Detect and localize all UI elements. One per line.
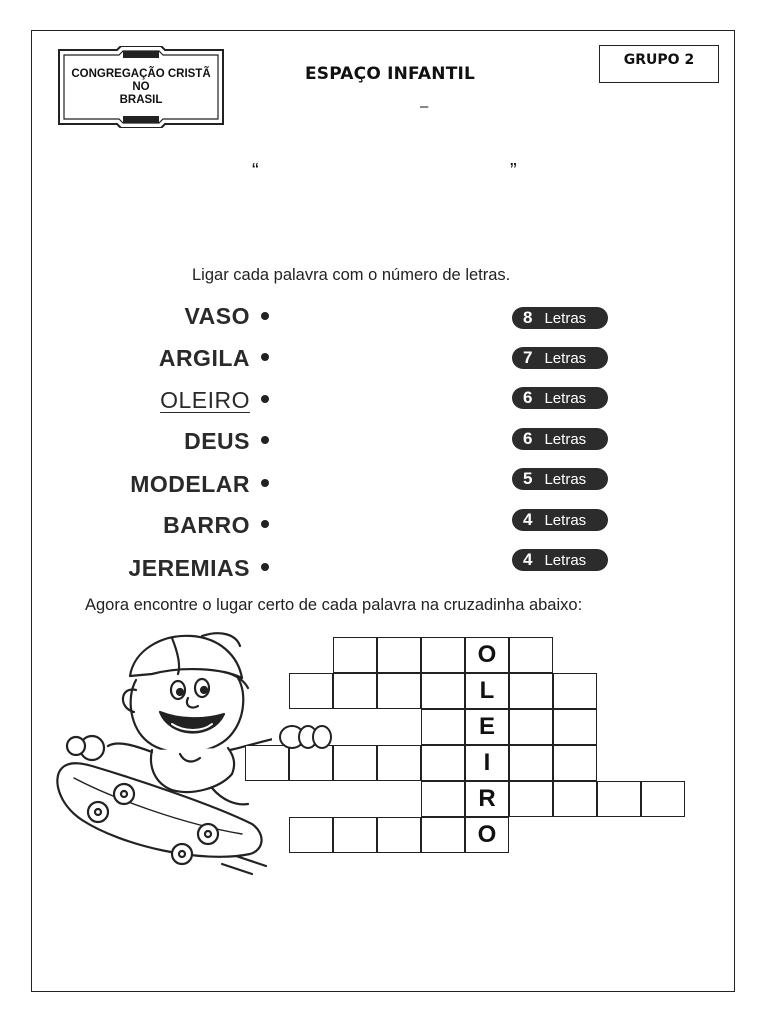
crossword-cell[interactable]	[289, 673, 333, 709]
crossword-cell[interactable]	[333, 745, 377, 781]
crossword-cell[interactable]	[333, 817, 377, 853]
letter-count-label: Letras	[544, 349, 587, 367]
word-argila: ARGILA	[158, 345, 250, 371]
crossword-cell[interactable]	[421, 637, 465, 673]
letter-count-number: 4	[523, 550, 533, 569]
letter-count-number: 6	[523, 388, 533, 407]
letter-count-badge[interactable]	[512, 307, 608, 329]
logo-line-2: NO	[132, 81, 150, 93]
verse-quote-close: ”	[510, 160, 517, 182]
letter-count-badge[interactable]	[512, 387, 608, 409]
group-label: GRUPO 2	[599, 45, 719, 83]
crossword-cell[interactable]	[421, 709, 465, 745]
crossword-cell[interactable]	[421, 673, 465, 709]
letter-count-label: Letras	[544, 309, 587, 327]
crossword-cell[interactable]	[421, 745, 465, 781]
letter-count-badge[interactable]	[512, 468, 608, 490]
letter-count-label: Letras	[544, 551, 587, 569]
crossword-cell[interactable]	[553, 781, 597, 817]
match-dot[interactable]	[261, 353, 269, 361]
crossword-instruction: Agora encontre o lugar certo de cada palavra na cruzadinha abaixo:	[85, 596, 583, 614]
letter-count-badge[interactable]	[512, 347, 608, 369]
crossword-cell[interactable]	[553, 673, 597, 709]
crossword-cell[interactable]	[509, 781, 553, 817]
letter-count-number: 7	[523, 348, 533, 367]
word-jeremias: JEREMIAS	[128, 555, 250, 581]
word-modelar: MODELAR	[130, 471, 250, 497]
crossword-cell[interactable]	[377, 673, 421, 709]
letter-count-label: Letras	[544, 430, 587, 448]
crossword-cell[interactable]	[289, 817, 333, 853]
letter-count-badge[interactable]	[512, 428, 608, 450]
crossword-cell[interactable]	[553, 745, 597, 781]
match-dot[interactable]	[261, 312, 269, 320]
logo-line-1: CONGREGAÇÃO CRISTÃ	[71, 68, 211, 80]
hand-icon	[278, 722, 336, 752]
title-dash: –	[420, 98, 429, 115]
word-barro: BARRO	[163, 512, 250, 538]
crossword-cell[interactable]	[509, 709, 553, 745]
crossword-cell[interactable]: O	[465, 637, 509, 673]
crossword-cell[interactable]	[509, 745, 553, 781]
crossword-cell[interactable]: L	[465, 673, 509, 709]
crossword-cell[interactable]	[509, 637, 553, 673]
crossword-cell[interactable]	[333, 673, 377, 709]
crossword-cell[interactable]	[377, 817, 421, 853]
word-oleiro: OLEIRO	[160, 387, 250, 413]
crossword-cell[interactable]: O	[465, 817, 509, 853]
letter-count-badge[interactable]	[512, 509, 608, 531]
logo-line-3: BRASIL	[119, 94, 163, 106]
crossword-cell[interactable]	[333, 637, 377, 673]
match-dot[interactable]	[261, 520, 269, 528]
crossword-cell[interactable]: I	[465, 745, 509, 781]
letter-count-number: 5	[523, 469, 533, 488]
crossword-cell[interactable]	[421, 817, 465, 853]
word-deus: DEUS	[184, 428, 250, 454]
match-dot[interactable]	[261, 563, 269, 571]
crossword-cell[interactable]: R	[465, 781, 509, 817]
skateboard-boy-icon	[52, 628, 272, 878]
matching-instruction: Ligar cada palavra com o número de letras.	[192, 266, 511, 284]
letter-count-number: 6	[523, 429, 533, 448]
match-dot[interactable]	[261, 436, 269, 444]
word-vaso: VASO	[184, 303, 250, 329]
crossword-cell[interactable]	[597, 781, 641, 817]
letter-count-label: Letras	[544, 470, 587, 488]
crossword-cell[interactable]	[553, 709, 597, 745]
letter-count-label: Letras	[544, 511, 587, 529]
letter-count-number: 8	[523, 308, 533, 327]
letter-count-number: 4	[523, 510, 533, 529]
crossword-cell[interactable]	[377, 637, 421, 673]
page-title: ESPAÇO INFANTIL	[304, 64, 476, 84]
match-dot[interactable]	[261, 395, 269, 403]
crossword-cell[interactable]	[377, 745, 421, 781]
match-dot[interactable]	[261, 479, 269, 487]
crossword-cell[interactable]	[641, 781, 685, 817]
ccb-logo	[57, 46, 225, 128]
crossword-cell[interactable]	[421, 781, 465, 817]
verse-quote-open: “	[252, 160, 259, 182]
letter-count-badge[interactable]	[512, 549, 608, 571]
letter-count-label: Letras	[544, 389, 587, 407]
crossword-cell[interactable]	[509, 673, 553, 709]
crossword-cell[interactable]: E	[465, 709, 509, 745]
